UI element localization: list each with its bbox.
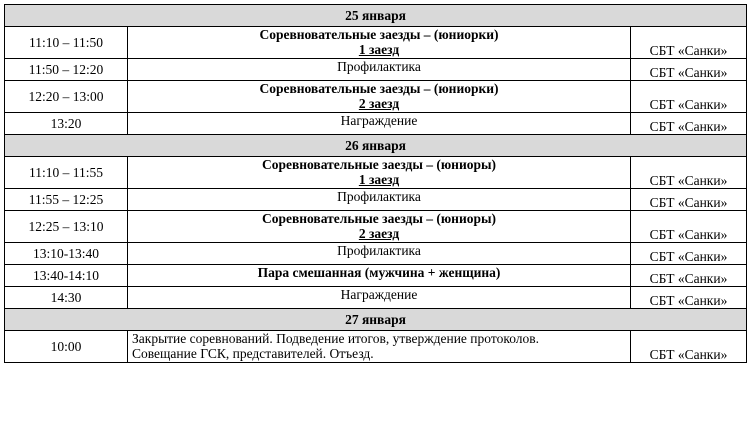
event-title: Профилактика [337, 243, 421, 258]
time-cell: 10:00 [5, 331, 128, 363]
event-title: Соревновательные заезды – (юниоры) [261, 157, 497, 172]
schedule-row [5, 81, 747, 113]
event-cell [128, 113, 631, 135]
event-title: Награждение [340, 113, 418, 128]
venue-cell: СБТ «Санки» [631, 331, 747, 363]
schedule-row [5, 211, 747, 243]
day-date: 26 января [5, 135, 747, 157]
event-subtitle: 1 заезд [358, 42, 400, 57]
schedule-table [4, 4, 747, 363]
schedule-row [5, 113, 747, 135]
event-title: Соревновательные заезды – (юниорки) [259, 27, 499, 42]
schedule-row [5, 265, 747, 287]
event-cell [128, 157, 631, 189]
day-header-row [5, 309, 747, 331]
schedule-row [5, 287, 747, 309]
event-cell [128, 243, 631, 265]
schedule-row [5, 189, 747, 211]
day-date: 25 января [5, 5, 747, 27]
event-title: Профилактика [337, 189, 421, 204]
event-cell [128, 331, 631, 363]
event-cell [128, 59, 631, 81]
venue-cell: СБТ «Санки» [631, 113, 747, 135]
event-cell [128, 81, 631, 113]
time-cell: 11:55 – 12:25 [5, 189, 128, 211]
venue-cell: СБТ «Санки» [631, 27, 747, 59]
event-subtitle: Совещание ГСК, представителей. Отъезд. [132, 346, 374, 361]
time-cell: 14:30 [5, 287, 128, 309]
schedule-row [5, 59, 747, 81]
event-subtitle: 2 заезд [358, 226, 400, 241]
time-cell: 11:50 – 12:20 [5, 59, 128, 81]
event-cell [128, 265, 631, 287]
event-cell [128, 27, 631, 59]
time-cell: 12:25 – 13:10 [5, 211, 128, 243]
event-cell [128, 189, 631, 211]
schedule-row [5, 331, 747, 363]
venue-cell: СБТ «Санки» [631, 189, 747, 211]
venue-cell: СБТ «Санки» [631, 265, 747, 287]
event-cell [128, 211, 631, 243]
schedule-row [5, 27, 747, 59]
event-title: Соревновательные заезды – (юниорки) [259, 81, 499, 96]
time-cell: 12:20 – 13:00 [5, 81, 128, 113]
day-date: 27 января [5, 309, 747, 331]
time-cell: 11:10 – 11:55 [5, 157, 128, 189]
venue-cell: СБТ «Санки» [631, 287, 747, 309]
venue-cell: СБТ «Санки» [631, 81, 747, 113]
event-title: Закрытие соревнований. Подведение итогов, утверждение протоколов. [132, 331, 539, 346]
event-title: Награждение [340, 287, 418, 302]
time-cell: 13:40-14:10 [5, 265, 128, 287]
event-title: Соревновательные заезды – (юниоры) [261, 211, 497, 226]
event-subtitle: 1 заезд [358, 172, 400, 187]
time-cell: 13:20 [5, 113, 128, 135]
event-title: Пара смешанная (мужчина + женщина) [257, 265, 501, 280]
venue-cell: СБТ «Санки» [631, 157, 747, 189]
day-header-row [5, 135, 747, 157]
event-subtitle: 2 заезд [358, 96, 400, 111]
schedule-row [5, 243, 747, 265]
venue-cell: СБТ «Санки» [631, 211, 747, 243]
venue-cell: СБТ «Санки» [631, 59, 747, 81]
time-cell: 13:10-13:40 [5, 243, 128, 265]
day-header-row [5, 5, 747, 27]
venue-cell: СБТ «Санки» [631, 243, 747, 265]
event-title: Профилактика [337, 59, 421, 74]
schedule-row [5, 157, 747, 189]
event-cell [128, 287, 631, 309]
time-cell: 11:10 – 11:50 [5, 27, 128, 59]
